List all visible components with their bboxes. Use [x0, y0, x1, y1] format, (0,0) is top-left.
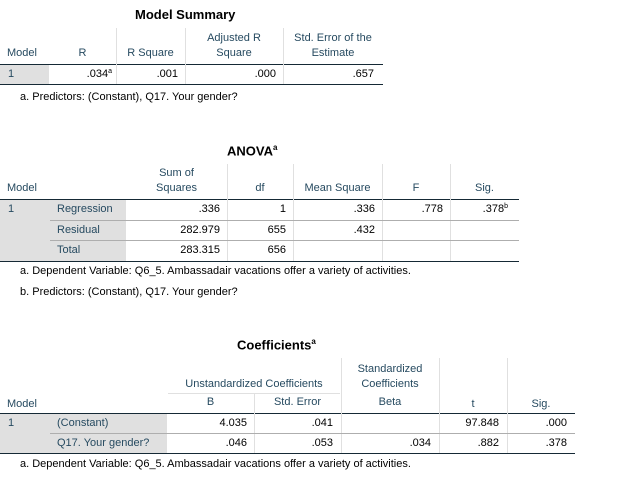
anova-ss-value: 283.315 — [180, 244, 220, 256]
anova-footnote-a: a. Dependent Variable: Q6_5. Ambassadair vacations offer a variety of activities. — [20, 265, 411, 277]
ms-header-model: Model — [7, 47, 37, 59]
coef-header-beta: Beta — [378, 396, 402, 408]
anova-ms-value: .336 — [353, 203, 375, 215]
anova-header-ss-2: Squares — [156, 182, 197, 194]
coef-beta-value: .034 — [409, 437, 431, 449]
coef-sig-value: .378 — [545, 437, 567, 449]
anova-ms-value: .432 — [353, 224, 375, 236]
coef-row-label: Q17. Your gender? — [57, 437, 150, 449]
ms-bottom-rule — [0, 84, 383, 85]
coef-bottom-rule — [0, 453, 575, 454]
coef-se-value: .041 — [311, 417, 333, 429]
anova-header-f: F — [412, 182, 420, 194]
ms-footnote: a. Predictors: (Constant), Q17. Your gender? — [20, 91, 238, 103]
coef-header-b: B — [206, 396, 215, 408]
coef-b-value: .046 — [225, 437, 247, 449]
anova-bottom-rule — [0, 261, 519, 262]
ms-adj-r-square-value: .000 — [254, 68, 276, 80]
anova-header-df: df — [255, 182, 265, 194]
anova-sig-value: .378$^b$ — [482, 203, 508, 215]
anova-header-mean-square: Mean Square — [304, 182, 371, 194]
anova-header-sig: Sig. — [475, 182, 494, 194]
coef-header-unstandardized: Unstandardized Coefficients — [185, 378, 323, 390]
ms-r-value: .034$^a$ — [86, 68, 112, 80]
ms-header-adj-r-square-2: Square — [216, 47, 252, 59]
coef-row-label: (Constant) — [57, 417, 109, 429]
model-summary-title: Model Summary — [135, 7, 236, 22]
anova-model-number: 1 — [8, 203, 15, 215]
coef-header-standardized-1: Standardized — [357, 363, 423, 375]
coef-header-t: t — [471, 398, 475, 410]
coef-b-value: 4.035 — [219, 417, 247, 429]
ms-model-number: 1 — [8, 68, 15, 80]
anova-header-ss-1: Sum of — [159, 167, 194, 179]
anova-header-model: Model — [7, 182, 37, 194]
coef-header-model: Model — [7, 398, 37, 410]
ms-header-r-square: R Square — [127, 47, 174, 59]
ms-r-square-value: .001 — [156, 68, 178, 80]
coef-se-value: .053 — [311, 437, 333, 449]
coef-header-std-error: Std. Error — [273, 396, 322, 408]
ms-header-adj-r-square-1: Adjusted R — [207, 32, 261, 44]
coef-header-standardized-2: Coefficients — [361, 378, 419, 390]
coef-t-value: 97.848 — [465, 417, 499, 429]
anova-df-value: 656 — [267, 244, 286, 256]
ms-header-std-error-1: Std. Error of the — [294, 32, 372, 44]
anova-row-label: Total — [57, 244, 81, 256]
anova-row-label: Residual — [57, 224, 100, 236]
coef-sig-value: .000 — [545, 417, 567, 429]
anova-f-value: .778 — [421, 203, 443, 215]
anova-df-value: 1 — [279, 203, 286, 215]
ms-header-r: R — [78, 47, 87, 59]
coef-footnote: a. Dependent Variable: Q6_5. Ambassadair vacations offer a variety of activities. — [20, 458, 411, 470]
coef-model-number: 1 — [8, 417, 15, 429]
ms-header-std-error-2: Estimate — [311, 47, 355, 59]
coef-t-value: .882 — [477, 437, 499, 449]
anova-ss-value: .336 — [198, 203, 220, 215]
anova-df-value: 655 — [267, 224, 286, 236]
coefficients-title: Coefficients$^a$ — [237, 337, 316, 353]
anova-ss-value: 282.979 — [180, 224, 220, 236]
coef-header-sig: Sig. — [531, 398, 551, 410]
ms-std-error-value: .657 — [352, 68, 374, 80]
anova-footnote-b: b. Predictors: (Constant), Q17. Your gender? — [20, 286, 238, 298]
anova-row-label: Regression — [57, 203, 113, 215]
anova-title: ANOVA$^a$ — [227, 143, 278, 159]
